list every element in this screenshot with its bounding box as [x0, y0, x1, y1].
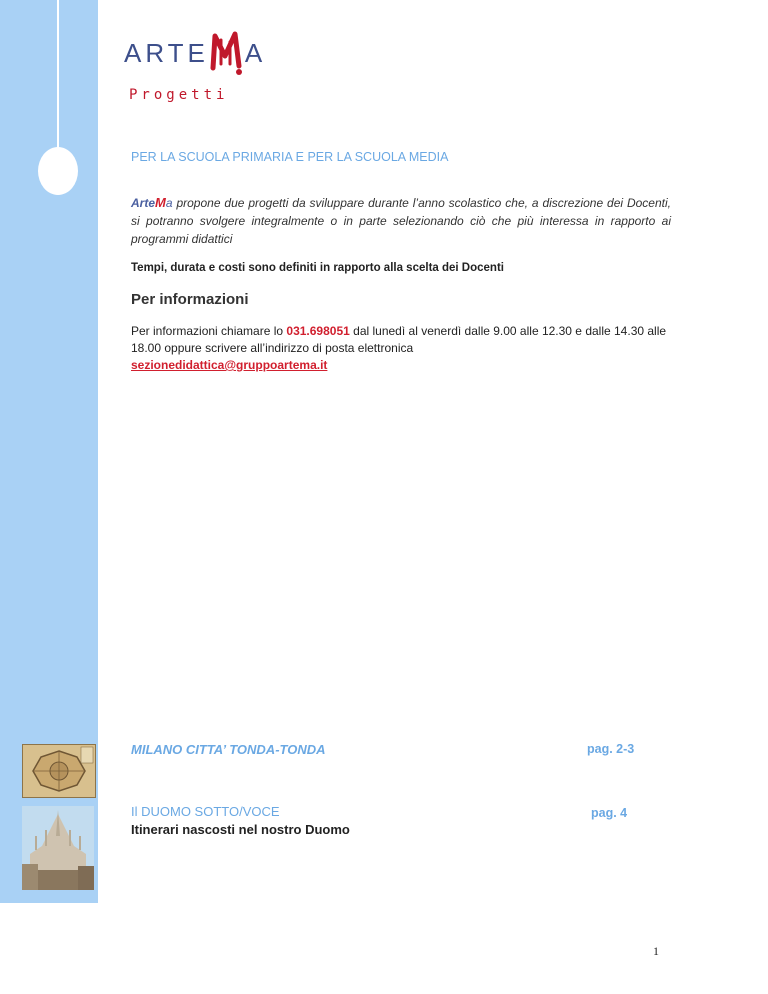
city-map-icon [23, 745, 95, 797]
artema-logo [124, 28, 266, 78]
logo-text-right: A [244, 37, 267, 68]
phone-number[interactable]: 031.698051 [286, 324, 350, 338]
times-note: Tempi, durata e costi sono definiti in rapporto alla scelta dei Docenti [131, 262, 504, 274]
project-title-milano[interactable]: MILANO CITTA’ TONDA-TONDA [131, 742, 326, 757]
project-page-duomo: pag. 4 [591, 806, 628, 820]
sidebar-oval [38, 147, 78, 195]
logo-subtitle: Progetti [129, 87, 229, 103]
sidebar-line [57, 0, 59, 150]
brand-name-part-a: a [165, 196, 173, 210]
brand-name-part-m: M [155, 195, 166, 210]
section-title: PER LA SCUOLA PRIMARIA E PER LA SCUOLA MEDIA [131, 150, 449, 164]
info-middle: dal lunedì al venerdì dalle 9.00 alle 12.30 e dalle 14.30 alle 18.00 oppure scrivere all’indirizzo di posta elettronica [131, 324, 667, 355]
duomo-thumbnail-image [22, 806, 94, 890]
project-subtitle-duomo: Itinerari nascosti nel nostro Duomo [131, 822, 350, 837]
project-page-milano: pag. 2-3 [587, 742, 635, 756]
page-number: 1 [653, 944, 659, 958]
info-heading: Per informazioni [131, 291, 249, 308]
project-title-duomo[interactable]: Il DUOMO SOTTO/VOCE [131, 804, 280, 819]
brush-m-icon [210, 30, 244, 76]
brand-name-part-arte: Arte [131, 196, 156, 210]
cathedral-icon [22, 806, 94, 890]
intro-paragraph [131, 194, 671, 248]
info-paragraph [131, 323, 671, 374]
logo-m-mark [210, 30, 244, 76]
email-link[interactable]: sezionedidattica@gruppoartema.it [131, 358, 328, 372]
logo-text-left: ARTE [124, 37, 209, 68]
intro-text: propone due progetti da sviluppare durante l’anno scolastico che, a discrezione dei Docenti, si potranno svolgere integralmente o in parte selezionando ciò che più interessa in rapporto ai programmi didattici [131, 196, 671, 246]
info-prefix: Per informazioni chiamare lo [131, 324, 287, 338]
map-thumbnail-image [22, 744, 96, 798]
